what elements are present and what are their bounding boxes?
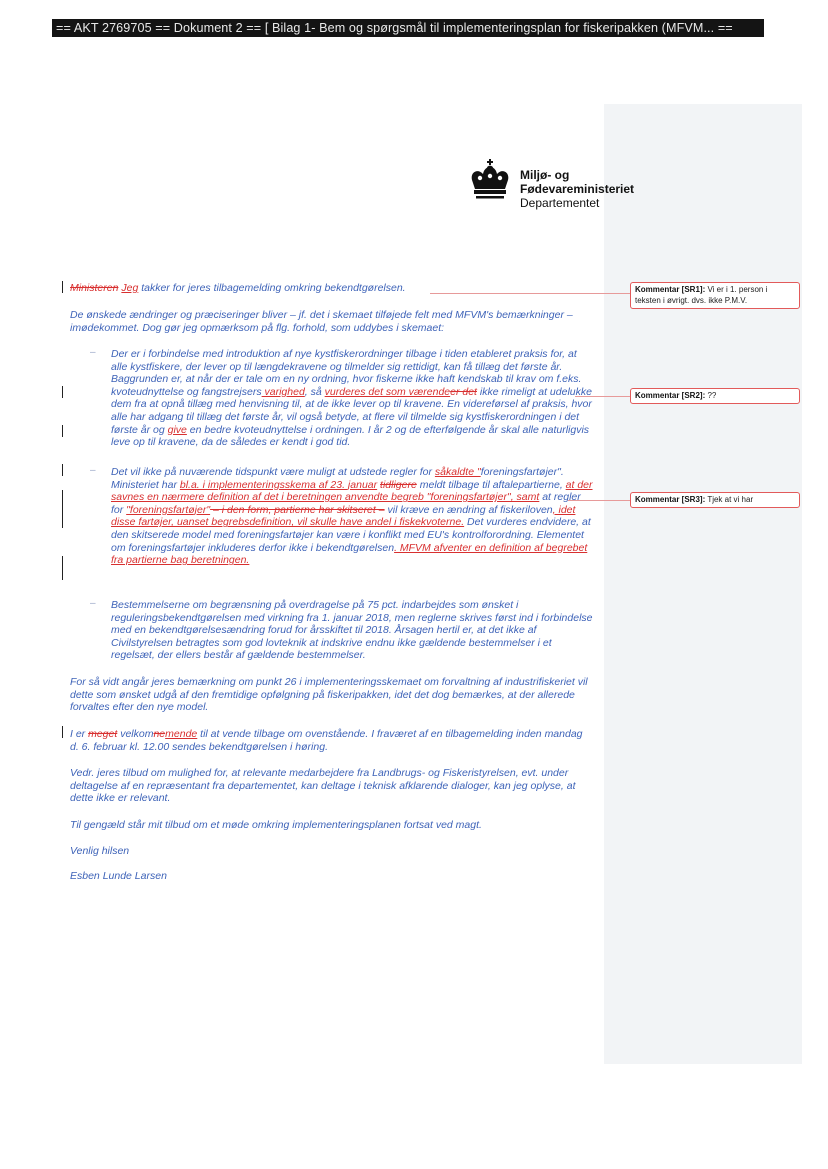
text: , så xyxy=(304,385,325,398)
tracked-deletion: ne xyxy=(153,728,166,740)
change-bar xyxy=(62,425,63,437)
tracked-insertion: såkaldte " xyxy=(434,466,481,478)
paragraph-technical-dialogue: Vedr. jeres tilbud om mulighed for, at relevante medarbejdere fra Landbrugs- og Fiskeristyrelsen, evt. under deltagelse af en repræsentant fra departementet, kan deltage i teknisk afklarende dialoger, kan jeg oplyse, at dette ikke er relevant. xyxy=(70,767,576,805)
paragraph-meeting-offer: Til gengæld står mit tilbud om et møde omkring implementeringsplanen fortsat ved magt. xyxy=(70,819,482,831)
paragraph-intro: De ønskede ændringer og præciseringer bliver – jf. det i skemaet tilføjede felt med MFVM's bemærkninger – imødekommet. Dog gør jeg opmærksom på flg. forhold, som uddybes i skemaet: xyxy=(70,309,573,334)
comment-text: ?? xyxy=(707,391,717,400)
bullet-coastal-fishers xyxy=(111,348,593,449)
ministry-line3: Departementet xyxy=(520,196,600,210)
text: Det vil ikke på nuværende tidspunkt være muligt at udstede regler for xyxy=(111,466,435,478)
bullet-association-vessels xyxy=(111,466,593,567)
tracked-insertion: . MFVM afventer en definition af begrebet fra partierne bag beretningen. xyxy=(111,541,588,567)
comment-sr3[interactable] xyxy=(630,492,800,508)
tracked-deletion: meget xyxy=(88,728,118,740)
text: en bedre kvoteudnyttelse i ordningen. I år 2 og de efterfølgende år skal alle naturligvis leve op til kravene, da de således er kendt i god tid. xyxy=(111,423,590,449)
comment-sr2[interactable] xyxy=(630,388,800,404)
signature: Esben Lunde Larsen xyxy=(70,870,167,882)
text: vil kræve en ændring af fiskeriloven xyxy=(384,503,553,516)
tracked-insertion: vurderes det som værende xyxy=(324,385,451,398)
change-bar xyxy=(62,464,63,476)
tracked-insertion: bl.a. i implementeringsskema af 23. januar xyxy=(179,478,378,491)
text: I er xyxy=(70,728,89,740)
bullet-dash: – xyxy=(90,347,96,358)
text: til at vende tilbage om ovenstående. I fraværet af en tilbagemelding inden mandag d. 6. februar kl. 12.00 sendes bekendtgørelsen i høring. xyxy=(70,728,583,753)
comment-text: Vi er i 1. person i teksten i øvrigt. dvs. ikke P.M.V. xyxy=(635,285,768,305)
paragraph-industrial-fishing: For så vidt angår jeres bemærkning om punkt 26 i implementeringsskemaet om forvaltning af industrifiskeriet vil dette som ønsket udgå af den fremtidige opfølgning på fiskeripakken, idet det dog bemærkes, at der allerede forvaltes efter den nye model. xyxy=(70,676,588,714)
comment-label: Kommentar [SR2]: xyxy=(635,391,706,400)
text: Det vurderes endvidere, at den skitserede model med foreningsfartøjer kan være i konflikt med EU's kontrolforordning. Elementet om foreningsfartøjer inkluderes derfor ikke i bekendtgørelsen xyxy=(111,516,591,554)
tracked-insertion: mende xyxy=(165,728,198,740)
tracked-insertion: , idet disse fartøjer, uanset begrebsdefinition, vil skulle have andel i fiskekvoterne. xyxy=(111,503,576,529)
tracked-deletion: Ministeren xyxy=(70,282,119,294)
text: Der er i forbindelse med introduktion af nye kystfiskerordninger tilbage i tiden etableret praksis for, at alle kystfiskere, der lever op til længdekravene og tilmelder sig rettidigt, kan få tillæg det første år. Baggrunden er, at når der er tale om en ny ordning, hvor fiskerne ikke haft kendskab til krav om f.eks. kvoteudnyttelse og fangstrejsers xyxy=(111,348,582,398)
change-bar xyxy=(62,281,63,293)
bullet-dash: – xyxy=(90,598,96,609)
closing: Venlig hilsen xyxy=(70,845,130,857)
document-header-bar: == AKT 2769705 == Dokument 2 == [ Bilag 1- Bem og spørgsmål til implementeringsplan for fiskeripakken (MFVM... == xyxy=(52,19,764,37)
comment-label: Kommentar [SR3]: xyxy=(635,495,706,504)
tracked-insertion: at der savnes en nærmere definition af det i beretningen anvendte begreb "foreningsfartøjer", samt xyxy=(111,478,593,504)
tracked-insertion: Jeg xyxy=(121,282,139,294)
tracked-insertion: give xyxy=(167,423,187,436)
paragraph-opening xyxy=(70,282,590,295)
text: velkom xyxy=(117,728,154,740)
change-bar xyxy=(62,726,63,738)
change-bar xyxy=(62,386,63,398)
change-bar xyxy=(62,556,63,580)
text: meldt tilbage til aftalepartierne, xyxy=(416,478,566,491)
tracked-deletion: er det xyxy=(450,385,477,398)
ministry-line2: Fødevareministeriet xyxy=(520,182,635,196)
tracked-deletion: – i den form, partierne har skitseret – xyxy=(210,503,385,516)
tracked-insertion: varighed xyxy=(261,385,305,398)
crown-icon xyxy=(466,158,514,200)
change-bar xyxy=(62,490,63,528)
comment-text: Tjek at vi har xyxy=(707,495,754,504)
text: foreningsfartøjer". Ministeriet har xyxy=(111,466,564,491)
paragraph-welcome xyxy=(70,728,590,753)
bullet-transfer-limit: Bestemmelserne om begrænsning på overdragelse på 75 pct. indarbejdes som ønsket i reguleringsbekendtgørelsen med virkning fra 1. januar 2018, men reglerne skrives først ind i forbindelse med en bekendtgørelsesændring forud for årsskiftet til 2018. Årsagen hertil er, at det ikke af Civilstyrelsen betragtes som god lovteknik at indskrive endnu ikke gældende bestemmelser i et regelsæt, der ellers består af gældende bestemmelser. xyxy=(111,599,593,662)
paragraph-text: takker for jeres tilbagemelding omkring bekendtgørelsen. xyxy=(138,282,406,294)
text: ikke rimeligt at udelukke dem fra at opnå tillæg med henvisning til, at de ikke lever op til kravene. En videreførsel af praksis, hvor alle har adgang til tillæg det første år, vil også betyde, at flere vil tilmelde sig kystfiskerordningen i det første år og xyxy=(111,385,592,436)
ministry-line1: Miljø- og xyxy=(520,168,570,182)
ministry-name xyxy=(520,168,634,210)
comment-label: Kommentar [SR1]: xyxy=(635,285,706,294)
tracked-insertion: "foreningsfartøjer" xyxy=(126,503,211,516)
tracked-deletion: tidligere xyxy=(380,478,417,491)
comment-sr1[interactable] xyxy=(630,282,800,309)
bullet-dash: – xyxy=(90,465,96,476)
text: at regler for xyxy=(111,491,581,516)
comment-margin xyxy=(604,104,802,1064)
